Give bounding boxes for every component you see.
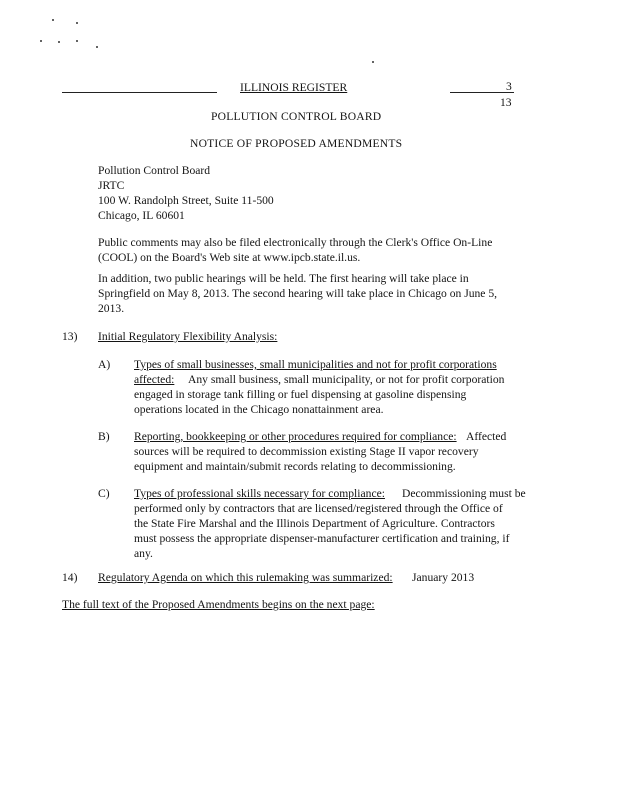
notice-title: NOTICE OF PROPOSED AMENDMENTS (190, 137, 403, 150)
address-line: Chicago, IL 60601 (98, 209, 185, 222)
item-b-text: equipment and maintain/submit records relating to decommissioning. (134, 460, 456, 473)
item-b-text: sources will be required to decommission existing Stage II vapor recovery (134, 445, 479, 458)
header-rule-left (62, 92, 217, 93)
item-a-text: operations located in the Chicago nonattainment area. (134, 403, 384, 416)
section-13-number: 13) (62, 330, 78, 343)
address-line: JRTC (98, 179, 125, 192)
hearings-text: In addition, two public hearings will be held. The first hearing will take place in (98, 272, 469, 285)
item-a-label: A) (98, 358, 111, 371)
section-13-title: Initial Regulatory Flexibility Analysis: (98, 330, 278, 343)
item-c-heading: Types of professional skills necessary for compliance: (134, 487, 385, 500)
public-comments-text: Public comments may also be filed electronically through the Clerk's Office On-Line (98, 236, 493, 249)
scan-speck (76, 40, 78, 42)
public-comments-text: (COOL) on the Board's Web site at www.ipcb.state.il.us. (98, 251, 361, 264)
item-b-label: B) (98, 430, 110, 443)
item-c-text: Decommissioning must be (402, 487, 526, 500)
scan-speck (52, 19, 54, 21)
scan-speck (76, 22, 78, 24)
item-c-text: any. (134, 547, 153, 560)
item-a-heading: Types of small businesses, small municipalities and not for profit corporations (134, 358, 497, 371)
item-b-text: Affected (466, 430, 507, 443)
hearings-text: Springfield on May 8, 2013. The second hearing will take place in Chicago on June 5, (98, 287, 498, 300)
item-c-text: performed only by contractors that are licensed/registered through the Office of (134, 502, 503, 515)
scan-speck (58, 41, 60, 43)
section-14-title: Regulatory Agenda on which this rulemaking was summarized: (98, 571, 393, 584)
page-number: 3 (506, 80, 512, 93)
section-14-value: January 2013 (412, 571, 475, 584)
section-14-number: 14) (62, 571, 78, 584)
item-a-text: Any small business, small municipality, or not for profit corporation (188, 373, 505, 386)
hearings-text: 2013. (98, 302, 125, 315)
issue-number: 13 (500, 96, 512, 109)
scan-speck (372, 61, 374, 63)
item-c-text: the State Fire Marshal and the Illinois Department of Agriculture. Contractors (134, 517, 495, 530)
scan-speck (96, 46, 98, 48)
footer-note: The full text of the Proposed Amendments begins on the next page: (62, 598, 375, 611)
register-title: ILLINOIS REGISTER (240, 81, 348, 94)
item-a-heading: affected: (134, 373, 175, 386)
item-c-text: must possess the appropriate dispenser-manufacturer certification and training, if (134, 532, 510, 545)
header-rule-right (450, 92, 514, 93)
item-a-text: engaged in storage tank filling or fuel dispensing at gasoline dispensing (134, 388, 467, 401)
address-line: Pollution Control Board (98, 164, 211, 177)
scan-speck (40, 40, 42, 42)
address-line: 100 W. Randolph Street, Suite 11-500 (98, 194, 274, 207)
item-b-heading: Reporting, bookkeeping or other procedures required for compliance: (134, 430, 457, 443)
item-c-label: C) (98, 487, 110, 500)
agency-name: POLLUTION CONTROL BOARD (211, 110, 382, 123)
